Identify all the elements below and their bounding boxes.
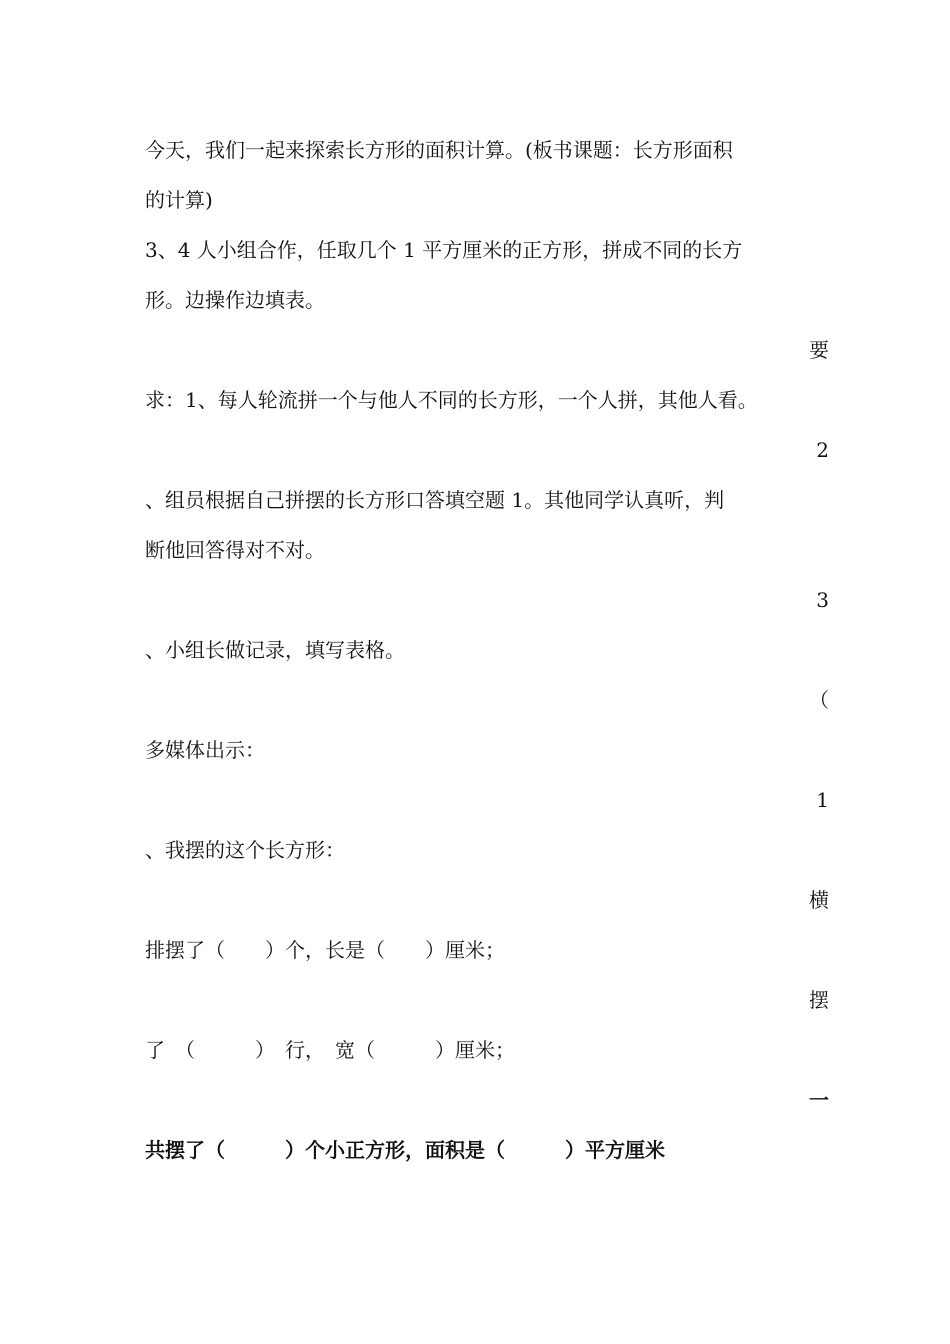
paragraph-line-fragment: 要 [809, 338, 829, 362]
paragraph-line: 3、4 人小组合作，任取几个 1 平方厘米的正方形，拼成不同的长方 [145, 238, 743, 262]
paragraph-line-fragment: 横 [809, 888, 829, 912]
paragraph-line: 多媒体出示： [145, 738, 265, 762]
paragraph-line-fragment: （ [809, 688, 829, 712]
fill-in-line-width: 了 （ ） 行， 宽（ ）厘米； [145, 1038, 515, 1062]
paragraph-line: 的计算) [145, 188, 213, 212]
paragraph-line: 今天，我们一起来探索长方形的面积计算。(板书课题：长方形面积 [145, 138, 733, 162]
paragraph-line-fragment: 一 [809, 1088, 829, 1112]
paragraph-line: 断他回答得对不对。 [145, 538, 325, 562]
paragraph-line-fragment: 摆 [809, 988, 829, 1012]
paragraph-line-fragment: 2 [816, 438, 829, 462]
paragraph-line: 求：1、每人轮流拼一个与他人不同的长方形，一个人拼，其他人看。 [145, 388, 758, 412]
paragraph-line: 、我摆的这个长方形： [145, 838, 345, 862]
paragraph-line-fragment: 3 [816, 588, 829, 612]
fill-in-line-area: 共摆了（ ）个小正方形，面积是（ ）平方厘米 [145, 1138, 665, 1162]
paragraph-line: 、组员根据自己拼摆的长方形口答填空题 1。其他同学认真听，判 [145, 488, 725, 512]
paragraph-line: 形。边操作边填表。 [145, 288, 325, 312]
paragraph-line-fragment: 1 [816, 788, 829, 812]
paragraph-line: 、小组长做记录，填写表格。 [145, 638, 405, 662]
fill-in-line-length: 排摆了（ ）个，长是（ ）厘米； [145, 938, 505, 962]
